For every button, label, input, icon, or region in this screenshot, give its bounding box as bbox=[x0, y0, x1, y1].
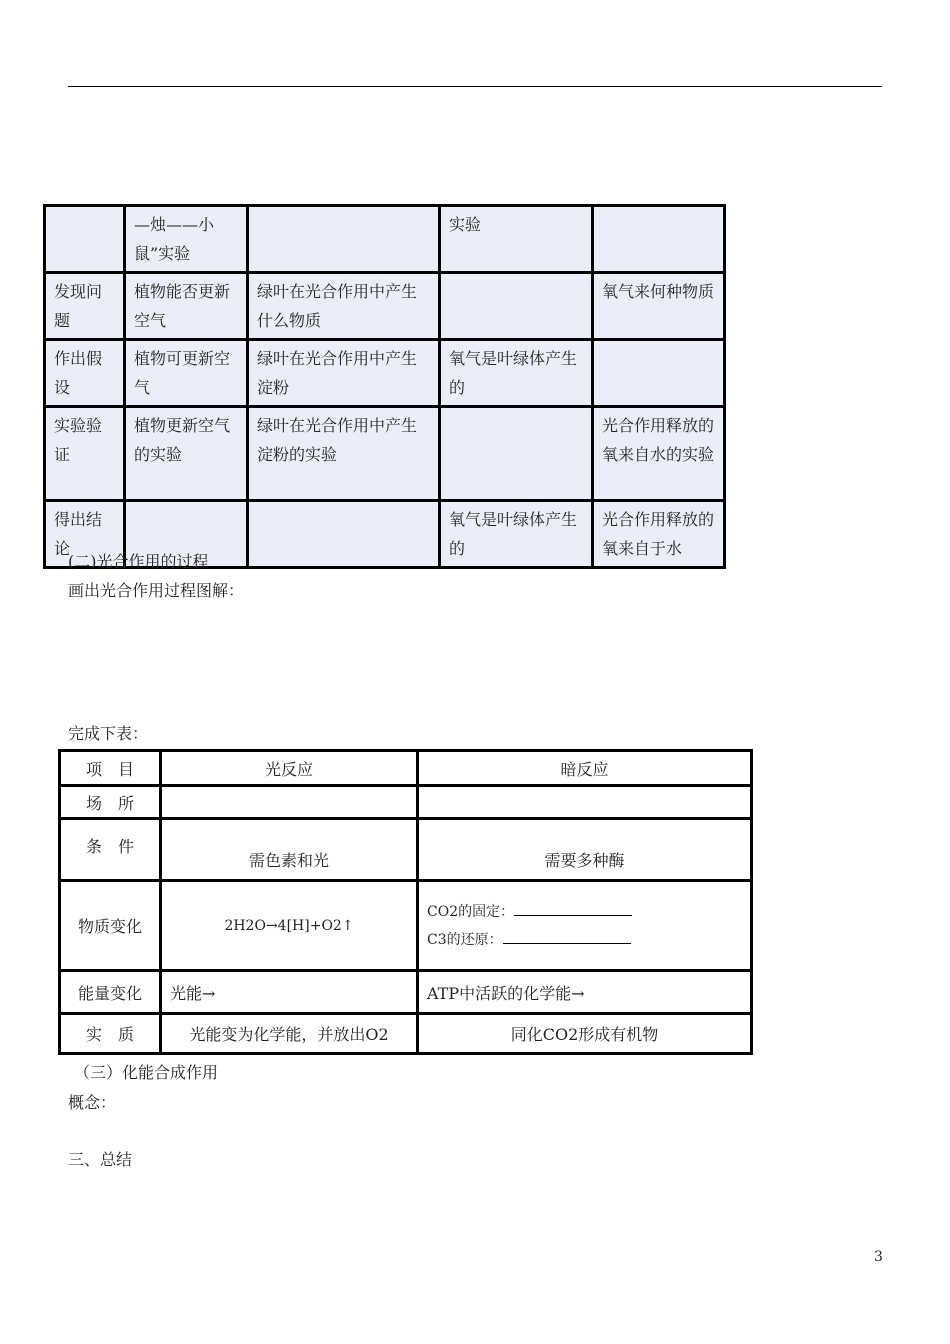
table-cell: 植物可更新空气 bbox=[125, 340, 248, 407]
table-cell: 光合作用释放的氧来自于水 bbox=[593, 501, 725, 568]
table-cell bbox=[248, 206, 440, 273]
reduction-label: C3的还原： bbox=[427, 931, 503, 948]
table-row bbox=[60, 881, 752, 971]
section-3-title: （三）化能合成作用 bbox=[74, 1063, 219, 1082]
table-cell: 氧气是叶绿体产生的 bbox=[440, 501, 593, 568]
experiment-table bbox=[43, 204, 726, 569]
table-row bbox=[45, 340, 725, 407]
table-cell: 绿叶在光合作用中产生淀粉的实验 bbox=[248, 407, 440, 501]
table-cell: 植物更新空气的实验 bbox=[125, 407, 248, 501]
header-cell: 项 目 bbox=[60, 751, 161, 786]
table-row bbox=[60, 1014, 752, 1054]
blank-line bbox=[514, 901, 632, 916]
table-cell bbox=[593, 206, 725, 273]
table-cell: 绿叶在光合作用中产生淀粉 bbox=[248, 340, 440, 407]
table-row bbox=[45, 206, 725, 273]
table-cell: 作出假设 bbox=[45, 340, 125, 407]
table-cell: 植物能否更新空气 bbox=[125, 273, 248, 340]
summary-title: 三、总结 bbox=[68, 1150, 133, 1169]
row-label: 条 件 bbox=[60, 819, 161, 881]
header-cell: 光反应 bbox=[161, 751, 418, 786]
table-cell: 氧气来何种物质 bbox=[593, 273, 725, 340]
table-cell bbox=[248, 501, 440, 568]
table-cell bbox=[440, 273, 593, 340]
table-row bbox=[45, 273, 725, 340]
concept-label: 概念： bbox=[68, 1093, 117, 1112]
table-cell: 同化CO2形成有机物 bbox=[418, 1014, 752, 1054]
row-label: 物质变化 bbox=[60, 881, 161, 971]
page-number: 3 bbox=[874, 1249, 883, 1265]
table-cell: —烛——小鼠”实验 bbox=[125, 206, 248, 273]
row-label: 实 质 bbox=[60, 1014, 161, 1054]
table-2-intro: 完成下表： bbox=[68, 724, 149, 743]
table-cell bbox=[161, 881, 418, 971]
table-cell: 氧气是叶绿体产生的 bbox=[440, 340, 593, 407]
equation-text: 2H2O→4[H]+O2↑ bbox=[224, 917, 354, 934]
table-cell: 绿叶在光合作用中产生什么物质 bbox=[248, 273, 440, 340]
table-row bbox=[60, 786, 752, 819]
header-rule bbox=[68, 86, 882, 87]
table-cell: 发现问题 bbox=[45, 273, 125, 340]
table-cell: 光合作用释放的氧来自水的实验 bbox=[593, 407, 725, 501]
table-cell: 光能变为化学能，并放出O2 bbox=[161, 1014, 418, 1054]
table-cell: 需要多种酶 bbox=[418, 819, 752, 881]
reaction-table bbox=[58, 749, 753, 1055]
table-cell: 光能→ bbox=[161, 971, 418, 1014]
table-cell bbox=[418, 786, 752, 819]
table-row bbox=[45, 407, 725, 501]
blank-line bbox=[503, 929, 631, 944]
table-cell bbox=[161, 786, 418, 819]
table-cell: 得出结论 bbox=[45, 501, 125, 568]
table-row bbox=[60, 971, 752, 1014]
table-row bbox=[60, 751, 752, 786]
row-label: 场 所 bbox=[60, 786, 161, 819]
table-row bbox=[60, 819, 752, 881]
section-2-title: (二)光合作用的过程 bbox=[68, 552, 209, 571]
fixation-label: CO2的固定： bbox=[427, 903, 515, 920]
table-cell: 实验 bbox=[440, 206, 593, 273]
section-2-prompt: 画出光合作用过程图解： bbox=[68, 581, 245, 600]
table-cell bbox=[593, 340, 725, 407]
row-label: 能量变化 bbox=[60, 971, 161, 1014]
table-cell bbox=[418, 881, 752, 971]
table-cell: 需色素和光 bbox=[161, 819, 418, 881]
table-cell: ATP中活跃的化学能→ bbox=[418, 971, 752, 1014]
table-cell bbox=[45, 206, 125, 273]
table-cell bbox=[440, 407, 593, 501]
table-cell: 实验验证 bbox=[45, 407, 125, 501]
header-cell: 暗反应 bbox=[418, 751, 752, 786]
